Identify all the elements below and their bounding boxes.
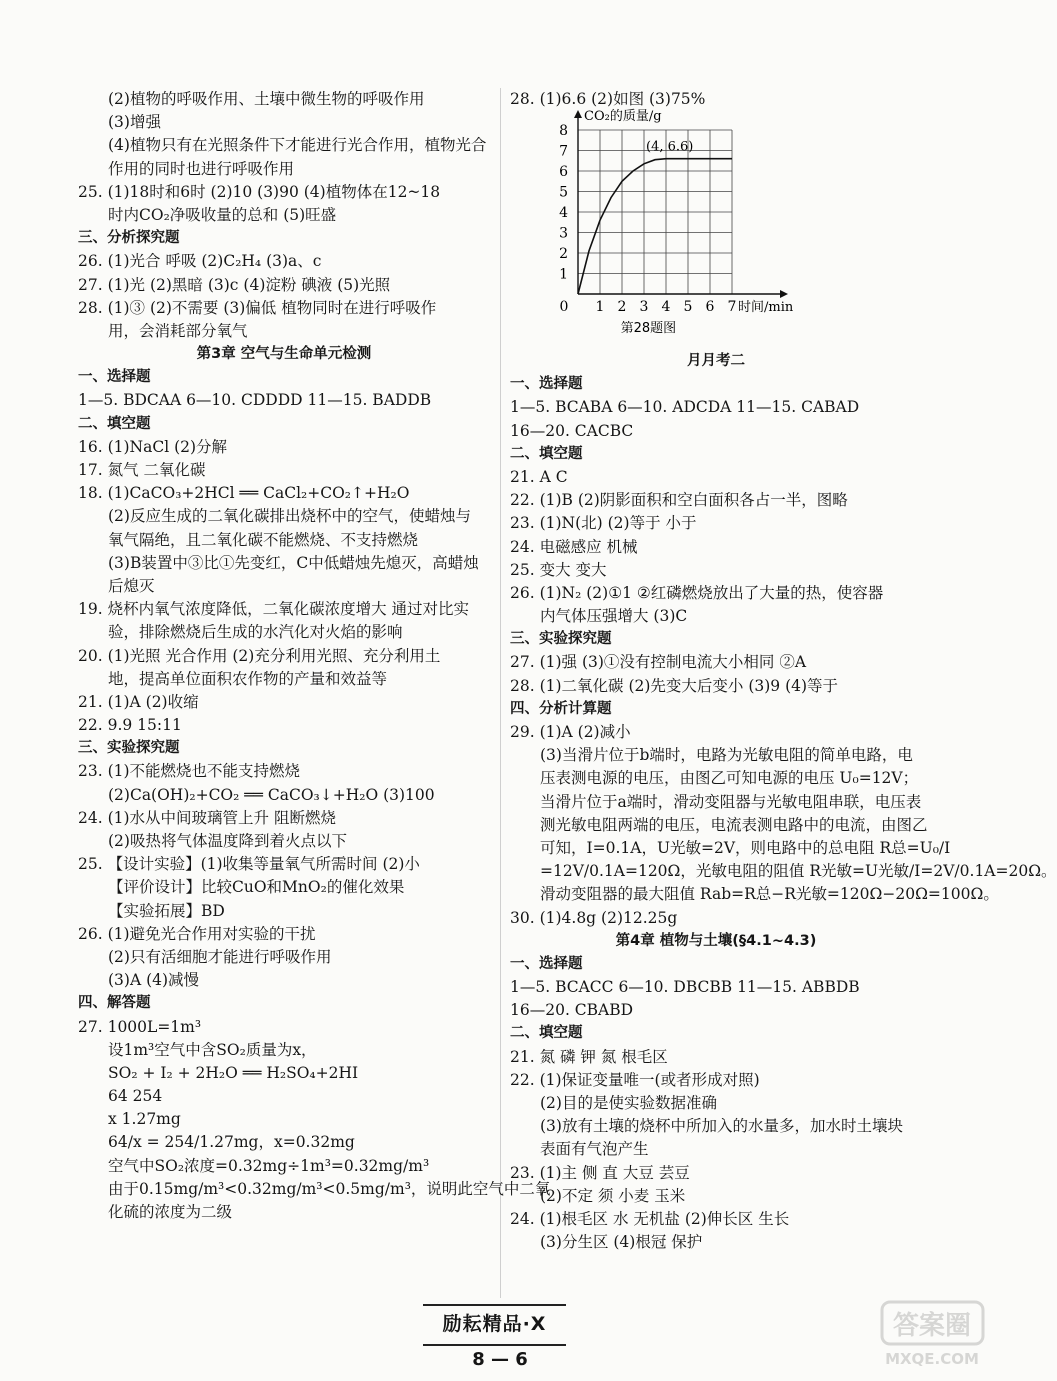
answer-line: 28. (1)③ (2)不需要 (3)偏低 植物同时在进行呼吸作	[78, 298, 437, 317]
answer-line: (3)放有土壤的烧杯中所加入的水量多，加水时土壤块	[540, 1117, 903, 1136]
section-heading: 一、选择题	[510, 376, 583, 393]
answer-line: 16—20. CBABD	[510, 1001, 634, 1020]
answer-line: 28. (1)二氧化碳 (2)先变大后变小 (3)9 (4)等于	[510, 676, 839, 695]
answer-line: 【实验拓展】BD	[108, 901, 225, 920]
section-heading: 二、填空题	[510, 445, 583, 462]
section-heading: 四、分析计算题	[510, 700, 612, 717]
watermark-text: 答案圈	[892, 1311, 972, 1341]
answer-line: 当滑片位于a端时，滑动变阻器与光敏电阻串联，电压表	[540, 792, 922, 811]
answer-line: 27. 1000L=1m³	[78, 1017, 202, 1036]
answer-line: 18. (1)CaCO₃+2HCl ══ CaCl₂+CO₂↑+H₂O	[78, 484, 410, 503]
section-heading: 四、解答题	[78, 995, 151, 1012]
answer-line: 用，会消耗部分氧气	[108, 321, 248, 340]
answer-line: 时内CO₂净吸收量的总和 (5)旺盛	[108, 205, 337, 224]
answer-line: 由于0.15mg/m³<0.32mg/m³<0.5mg/m³，说明此空气中二氧	[108, 1179, 551, 1198]
x-tick-label: 4	[661, 299, 671, 315]
y-tick-label: 4	[559, 205, 568, 221]
answer-line: (2)植物的呼吸作用、土壤中微生物的呼吸作用	[108, 90, 425, 108]
page-number: 8 — 6	[472, 1349, 528, 1370]
answer-line: 作用的同时也进行呼吸作用	[108, 159, 295, 178]
answer-line: 1—5. BCACC 6—10. DBCBB 11—15. ABBDB	[510, 978, 860, 997]
answer-line: (2)不定 须 小麦 玉米	[540, 1186, 686, 1205]
answer-line: (3)当滑片位于b端时，电路为光敏电阻的简单电路，电	[540, 746, 913, 765]
data-annotation: (4, 6.6)	[646, 139, 694, 155]
answer-line: 22. 9.9 15:11	[78, 716, 182, 735]
answer-line: 测光敏电阻两端的电压，电流表测电路中的电流，由图乙	[540, 815, 928, 834]
x-tick-label: 5	[683, 299, 693, 315]
x-tick-label: 2	[617, 299, 627, 315]
answer-line: (3)B装置中③比①先变红，C中低蜡烛先熄灭，高蜡烛	[108, 553, 479, 572]
answer-line: 化硫的浓度为二级	[108, 1203, 233, 1221]
answer-line: 内气体压强增大 (3)C	[540, 607, 688, 626]
y-tick-label: 2	[559, 246, 568, 262]
section-heading: 三、分析探究题	[78, 230, 180, 247]
watermark-logo	[880, 1300, 985, 1370]
answer-line: (2)Ca(OH)₂+CO₂ ══ CaCO₃↓+H₂O (3)100	[108, 785, 435, 804]
answer-line: (2)反应生成的二氧化碳排出烧杯中的空气，使蜡烛与	[108, 507, 471, 526]
right-column	[510, 350, 1057, 1254]
chart-caption: 第28题图	[620, 321, 677, 336]
answer-line: 17. 氮气 二氧化碳	[78, 461, 206, 479]
y-axis-label: CO₂的质量/g	[584, 109, 662, 124]
chapter-title: 月月考二	[687, 353, 745, 369]
answer-line: 16. (1)NaCl (2)分解	[78, 437, 228, 456]
answer-line: 23. (1)不能燃烧也不能支持燃烧	[78, 762, 301, 781]
answer-line: 22. (1)B (2)阴影面积和空白面积各占一半，图略	[510, 491, 848, 510]
answer-line: 24. (1)水从中间玻璃管上升 阻断燃烧	[78, 808, 336, 827]
answer-line: 28. (1)6.6 (2)如图 (3)75%	[510, 90, 706, 108]
section-heading: 三、实验探究题	[510, 631, 612, 648]
answer-line: 23. (1)主 侧 直 大豆 芸豆	[510, 1163, 690, 1182]
answer-line: =12V/0.1A=120Ω，光敏电阻的阻值 R光敏=U光敏/I=2V/0.1A=20Ω。	[540, 862, 1057, 881]
answer-line: 30. (1)4.8g (2)12.25g	[510, 908, 678, 927]
x-tick-label: 1	[595, 299, 605, 315]
answer-line: 27. (1)强 (3)①没有控制电流大小相同 ②A	[510, 653, 807, 672]
answer-line: (4)植物只有在光照条件下才能进行光合作用，植物光合	[108, 136, 487, 155]
y-tick-label: 8	[559, 123, 568, 139]
answer-line: 1—5. BDCAA 6—10. CDDDD 11—15. BADDB	[78, 391, 432, 410]
section-heading: 二、填空题	[510, 1025, 583, 1042]
answer-line: SO₂ + I₂ + 2H₂O ══ H₂SO₄+2HI	[108, 1063, 359, 1082]
answer-line: 地，提高单位面积农作物的产量和效益等	[108, 669, 388, 688]
chapter-title: 第4章 植物与土壤(§4.1~4.3)	[615, 932, 817, 949]
x-axis-label: 时间/min	[738, 300, 794, 315]
answer-line: 1—5. BCABA 6—10. ADCDA 11—15. CABAD	[510, 398, 860, 417]
right-q28-header	[510, 88, 705, 111]
answer-line: 64 254	[108, 1087, 163, 1106]
footer-brand: 励耘精品·X	[423, 1304, 566, 1346]
answer-line: (3)A (4)减慢	[108, 971, 200, 990]
y-tick-label: 7	[559, 143, 568, 160]
answer-line: 验，排除燃烧后生成的水汽化对火焰的影响	[108, 623, 403, 642]
x-axis-arrow	[780, 290, 788, 298]
answer-line: (2)目的是使实验数据准确	[540, 1094, 717, 1112]
answer-line: 设1m³空气中含SO₂质量为x，	[108, 1040, 317, 1059]
section-heading: 一、选择题	[78, 369, 151, 386]
x-tick-label: 3	[639, 299, 649, 315]
y-axis-arrow	[574, 110, 582, 118]
answer-line: x 1.27mg	[108, 1110, 181, 1129]
section-heading: 一、选择题	[510, 955, 583, 972]
answer-line: 25. (1)18时和6时 (2)10 (3)90 (4)植物体在12~18	[78, 182, 441, 201]
answer-line: 压表测电源的电压，由图乙可知电源的电压 U₀=12V；	[540, 769, 919, 788]
x-tick-label: 7	[727, 299, 737, 315]
answer-line: 表面有气泡产生	[540, 1140, 649, 1159]
answer-line: 24. (1)根毛区 水 无机盐 (2)伸长区 生长	[510, 1209, 790, 1228]
answer-line: 64/x = 254/1.27mg，x=0.32mg	[108, 1133, 355, 1152]
y-tick-label: 5	[559, 184, 568, 201]
answer-line: 29. (1)A (2)减小	[510, 723, 631, 741]
chapter-title: 第3章 空气与生命单元检测	[196, 346, 372, 363]
answer-line: 空气中SO₂浓度=0.32mg÷1m³=0.32mg/m³	[108, 1156, 430, 1175]
answer-line: (2)只有活细胞才能进行呼吸作用	[108, 947, 332, 966]
answer-line: 16—20. CACBC	[510, 421, 634, 440]
answer-line: 25. 变大 变大	[510, 560, 607, 579]
x-tick-label: 0	[559, 299, 569, 315]
answer-line: 26. (1)避免光合作用对实验的干扰	[78, 924, 316, 943]
section-heading: 三、实验探究题	[78, 740, 180, 757]
answer-line: 19. 烧杯内氧气浓度降低，二氧化碳浓度增大 通过对比实	[78, 600, 470, 619]
answer-line: 20. (1)光照 光合作用 (2)充分利用光照、充分利用土	[78, 646, 441, 665]
x-tick-label: 6	[705, 299, 715, 315]
answer-line: 氧气隔绝，且二氧化碳不能燃烧、不支持燃烧	[108, 530, 419, 549]
answer-line: 21. 氮 磷 钾 氮 根毛区	[510, 1047, 668, 1066]
answer-line: 23. (1)N(北) (2)等于 小于	[510, 514, 697, 533]
answer-line: 可知，I=0.1A，U光敏=2V，则电路中的总电阻 R总=U₀/I	[540, 838, 951, 857]
answer-line: 24. 电磁感应 机械	[510, 537, 638, 556]
column-divider	[500, 88, 501, 1298]
y-tick-label: 6	[559, 164, 568, 180]
answer-line: 21. (1)A (2)收缩	[78, 692, 199, 711]
answer-line: (3)增强	[108, 113, 161, 132]
section-heading: 二、填空题	[78, 415, 151, 432]
y-tick-label: 3	[559, 225, 568, 242]
answer-line: 26. (1)光合 呼吸 (2)C₂H₄ (3)a、c	[78, 252, 322, 271]
answer-line: 22. (1)保证变量唯一(或者形成对照)	[510, 1070, 760, 1089]
answer-line: 后熄灭	[108, 576, 155, 595]
watermark-url: MXQE.COM	[885, 1350, 979, 1368]
chart-q28	[530, 109, 794, 336]
answer-line: 滑动变阻器的最大阻值 Rab=R总−R光敏=120Ω−20Ω=100Ω。	[540, 885, 999, 904]
answer-line: 27. (1)光 (2)黑暗 (3)c (4)淀粉 碘液 (5)光照	[78, 275, 391, 294]
co2-mass-chart	[530, 109, 794, 336]
y-tick-label: 1	[559, 266, 568, 283]
answer-line: (2)吸热将气体温度降到着火点以下	[108, 832, 347, 850]
answer-line: 25. 【设计实验】(1)收集等量氧气所需时间 (2)小	[78, 855, 420, 874]
answer-line: 26. (1)N₂ (2)①1 ②红磷燃烧放出了大量的热，使容器	[510, 583, 884, 602]
answer-line: 【评价设计】比较CuO和MnO₂的催化效果	[108, 878, 405, 897]
answer-line: 21. A C	[510, 467, 568, 486]
answer-line: (3)分生区 (4)根冠 保护	[540, 1233, 703, 1252]
